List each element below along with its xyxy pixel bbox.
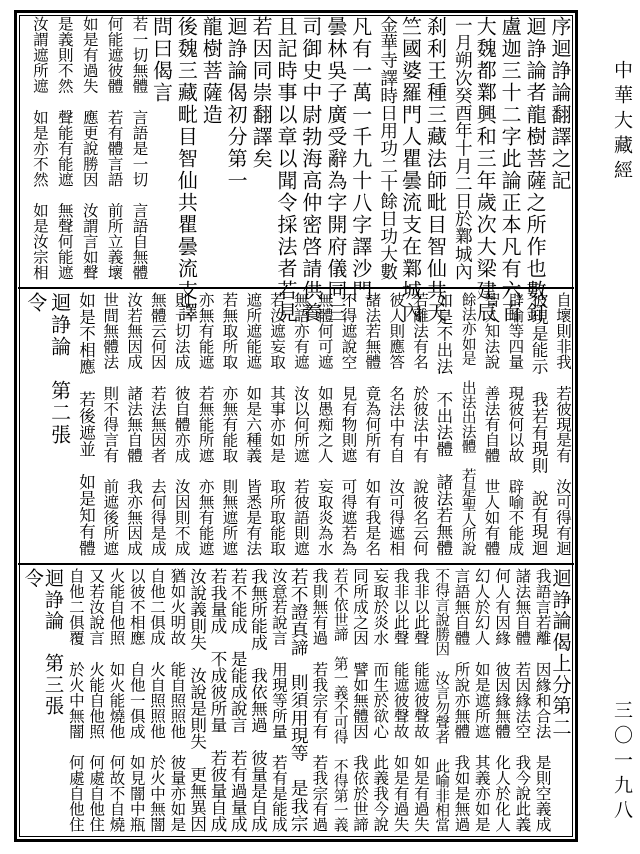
text-column: 我語言若離 因緣和合法 是則空義成 [533, 568, 552, 832]
page-number: 三〇一九八 [611, 700, 633, 825]
text-column: 汝若無因成 諸法無自體 我亦無因成 [125, 292, 144, 556]
text-column: 不得遮說空 見有物則遮 可得遮若為 [339, 292, 358, 556]
text-column: 一月朔次癸酉年十月二日於鄴城內 [452, 16, 473, 280]
text-column: 同所成之因 譬如無體因 我依於世諦 [351, 568, 370, 832]
text-column: 大魏都鄴興和三年歲次大梁建辰 [473, 16, 498, 324]
text-column: 餘法亦如是 出法出法體 若是聖人所說 [459, 292, 477, 556]
text-column: 凡有一萬一千九十八字譯沙門 [348, 16, 373, 302]
text-column: 無體云何因 若法無因者 去何得是成 [148, 292, 167, 556]
text-column: 迴諍論偈初分第一 [224, 16, 249, 192]
text-column: 我非以此聲 能遮彼聲故 如是有過失 [411, 568, 430, 832]
text-column: 無語亦有遮 汝以何所遮 若彼語則遮 [291, 292, 310, 556]
text-column: 令 [21, 568, 45, 590]
text-column: 問曰偈言 [149, 16, 174, 104]
text-column: 金華寺譯時日用功二十餘日功大數 [377, 16, 398, 280]
text-column: 曇林吳子廣受辭為字開府儀同三 [323, 16, 348, 324]
text-column: 遮所遮能遮 如是六種義 皆悉是有法 [244, 292, 263, 556]
text-column: 世間無體法 則不得言有 前遮後所遮 [101, 292, 120, 556]
text-column: 自他二俱成 火自照照他 於火中無闇 [148, 568, 167, 832]
text-column: 如是有過失 應更說勝因 汝謂言如聲 [80, 16, 99, 280]
text-column: 是義則不然 聲能有能遮 無聲何能遮 [55, 16, 74, 280]
text-column: 辟喻等四量 現彼何以故 辟喻不能成 [506, 292, 525, 556]
text-column: 諸法無自體 若因緣法空 我今說此義 [513, 568, 532, 832]
text-column: 若不依世諦 第一義不可得 不得第一義 [331, 568, 349, 832]
text-column: 龍樹菩薩造 [199, 16, 224, 126]
text-column: 刹利王種三藏法師毗目智仙共天 [423, 16, 448, 324]
text-column: 迴諍論 第三張 [41, 568, 65, 718]
register-divider [18, 563, 574, 565]
text-column: 序迴諍論翻譯之記 [547, 16, 572, 192]
text-column: 我非以此聲 能遮彼聲故 如是有過失 [391, 568, 410, 832]
text-column: 司御史中尉勃海高仲密啓請供養 [298, 16, 323, 324]
text-column: 又若汝說言 火能自他照 何處自他住 [87, 568, 106, 832]
text-column: 妄取於炎水 而生於欲心 此義我今說 [371, 568, 390, 832]
text-column: 如是不相應 若後遮並 如是知有體 [76, 292, 96, 556]
text-column: 彼現是能示 我若有現則 說有現迴 [529, 292, 549, 556]
text-column: 若無取所取 亦無有能取 則無遮所遮 [220, 292, 239, 556]
text-column: 迴諍論 第二張 [47, 292, 72, 446]
text-column: 何能遮彼體 若有體言語 前所立義壞 [105, 16, 124, 280]
text-column: 若離法有名 於彼法中有 說彼名云何 [411, 292, 430, 556]
text-column: 不得言說勝因 汝言勿聲者 此喻非相當 [433, 568, 451, 832]
text-column: 諸法若無體 竟為何所有 如有我是名 [363, 292, 382, 556]
text-column: 若不能成 是能成說言 若有過量成 [228, 568, 248, 832]
text-column: 汝說義則失 汝說是則失 更無異因 [187, 568, 207, 832]
text-column: 智人知法說 善法有自體 世人如有體 [482, 292, 501, 556]
text-column: 盧迦三十二字此論正本凡有六百 [498, 16, 523, 324]
text-column: 迴諍論者龍樹菩薩之所作也數釘 [523, 16, 548, 324]
text-column: 後魏三藏毗目智仙共瞿曇流支譯 [174, 16, 199, 324]
text-column: 令 [23, 292, 48, 314]
text-column: 言語無自體 所說亦無體 我如是無過 [452, 568, 471, 832]
text-column: 汝意若說言 用現等所量 若有是能成 [269, 568, 288, 832]
text-column: 若因同崇翻譯矣 [249, 16, 274, 170]
text-column: 竺國婆羅門人瞿曇流支在鄴城內 [398, 16, 423, 324]
text-column: 我則無有過 若我宗有有 若我宗有過 [310, 568, 329, 832]
text-column: 且記時事以章以聞令採法者若見 [273, 16, 298, 324]
text-column: 若一切無體 言語是一切 言語自無體 [130, 16, 149, 280]
text-column: 亦無有能遮 若無能所遮 亦無有能遮 [196, 292, 215, 556]
text-column: 迴諍論偈上分第二 [548, 568, 572, 739]
text-column: 若我量成 不成彼所量 若彼量自成 [207, 568, 227, 832]
text-column: 自壞則非我 若彼現是有 汝可得有迴 [553, 292, 572, 556]
text-column: 彼人則應答 名法中有自 汝可得遮相 [387, 292, 406, 556]
text-column: 我無所能成 我依無過 彼量是自成 [248, 568, 268, 832]
text-column: 汝謂遮所遮 如是亦不然 如是汝宗相 [30, 16, 49, 280]
text-column: 自他二俱覆 於火中無闇 何處自他住 [66, 568, 85, 832]
text-column: 若汝遮妄取 其事亦如是 取所取能取 [268, 292, 287, 556]
text-column: 則一切法成 彼自體亦成 汝因則不成 [172, 292, 191, 556]
text-column: 何人有因緣 彼因緣無體 化人於化人 [493, 568, 512, 832]
text-column: 火能自他照 如火能燒他 何故不自燒 [107, 568, 126, 832]
collection-label: 中華大藏經 [611, 60, 633, 185]
text-column: 幻人於幻人 如是遮所遮 其義亦如是 [472, 568, 491, 832]
text-column: 以彼不相應 自他一俱成 如見闇中瓶 [127, 568, 146, 832]
text-column: 如是不出法 不出法體 諸法若無體 [433, 292, 453, 556]
text-column: 無體何可遮 如愚痴之人 妄取炎為水 [315, 292, 334, 556]
text-column: 若不證真諦 則須用現等 是我宗 [288, 568, 309, 832]
text-column: 猶如火明故 能自照照他 彼量亦如是 [168, 568, 187, 832]
